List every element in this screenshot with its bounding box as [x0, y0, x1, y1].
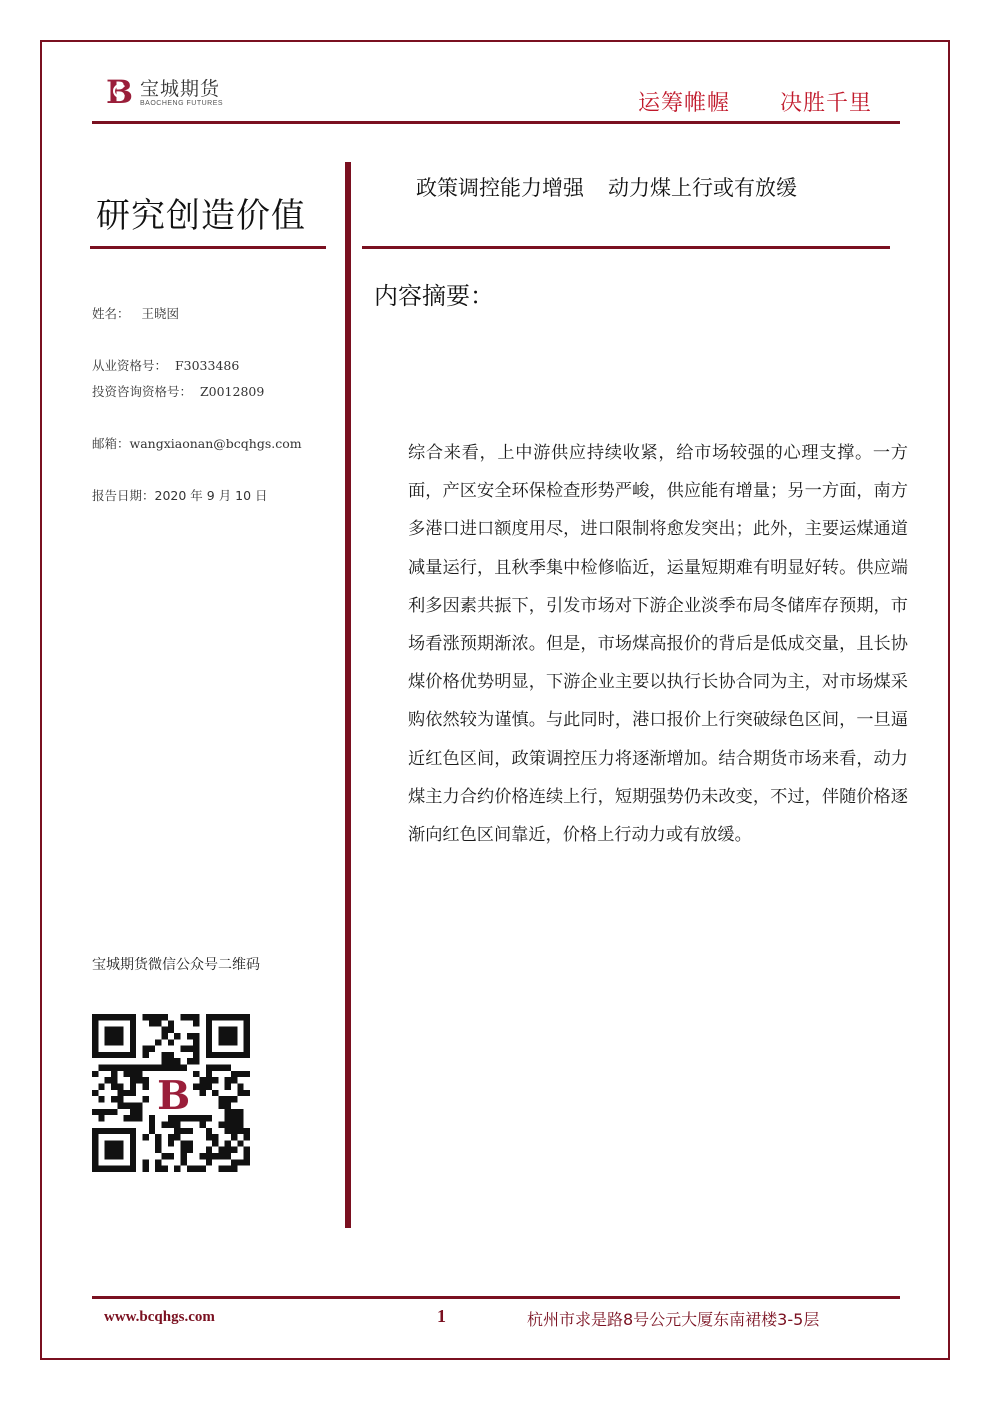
company-logo	[104, 73, 224, 111]
consulting-label: 投资咨询资格号：	[92, 384, 193, 399]
left-title-divider	[90, 246, 326, 249]
wechat-qr-code-icon	[92, 1014, 250, 1172]
consulting-qualification-number	[92, 382, 264, 400]
consulting-value: Z0012809	[199, 384, 265, 399]
svg-text:B: B	[157, 1072, 191, 1119]
qualification-number	[92, 356, 239, 374]
analyst-name-label: 姓名：	[92, 306, 130, 321]
qualification-label: 从业资格号：	[92, 358, 168, 373]
footer-divider	[92, 1296, 900, 1299]
summary-heading: 内容摘要：	[374, 282, 494, 310]
column-divider	[345, 162, 351, 1228]
analyst-email	[92, 434, 302, 452]
report-date-label: 报告日期：	[92, 488, 155, 503]
report-title-part2: 动力煤上行或有放缓	[608, 176, 797, 200]
header-divider	[92, 121, 900, 124]
slogan	[638, 86, 872, 117]
analyst-name	[92, 304, 179, 322]
analyst-name-value: 王晓囡	[141, 306, 179, 321]
report-title-divider	[362, 246, 890, 249]
qr-code-label: 宝城期货微信公众号二维码	[92, 957, 260, 973]
logo-chinese-name: 宝城期货	[140, 77, 221, 100]
footer-website-link[interactable]: www.bcqhgs.com	[104, 1309, 215, 1325]
report-date-value: 2020 年 9 月 10 日	[154, 488, 268, 503]
baocheng-b-logo-icon: B	[106, 73, 134, 111]
report-date	[92, 486, 268, 504]
logo-english-name: BAOCHENG FUTURES	[140, 99, 224, 107]
summary-body: 综合来看，上中游供应持续收紧，给市场较强的心理支撑。一方面，产区安全环保检查形势严峻，供应能有增量；另一方面，南方多港口进口额度用尽，进口限制将愈发突出；此外，主要运煤通道减量运行，且秋季集中检修临近，运量短期难有明显好转。供应端利多因素共振下，引发市场对下游企业淡季布局冬储库存预期，市场看涨预期渐浓。但是，市场煤高报价的背后是低成交量，且长协煤价格优势明显，下游企业主要以执行长协合同为主，对市场煤采购依然较为谨慎。与此同时，港口报价上行突破绿色区间，一旦逼近红色区间，政策调控压力将逐渐增加。结合期货市场来看，动力煤主力合约价格连续上行，短期强势仍未改变，不过，伴随价格逐渐向红色区间靠近，价格上行动力或有放缓。	[408, 443, 908, 846]
page-number: 1	[437, 1306, 446, 1326]
email-value[interactable]: wangxiaonan@bcqhgs.com	[129, 436, 302, 451]
logo-text	[140, 79, 223, 108]
qualification-value: F3033486	[174, 358, 240, 373]
slogan-right: 决胜千里	[780, 91, 873, 116]
left-column-title: 研究创造价值	[96, 196, 306, 236]
report-title	[416, 172, 797, 202]
slogan-left: 运筹帷幄	[638, 91, 731, 116]
report-title-part1: 政策调控能力增强	[416, 176, 584, 200]
email-label: 邮箱：	[92, 436, 130, 451]
footer-address: 杭州市求是路8号公元大厦东南裙楼3-5层	[527, 1310, 820, 1329]
